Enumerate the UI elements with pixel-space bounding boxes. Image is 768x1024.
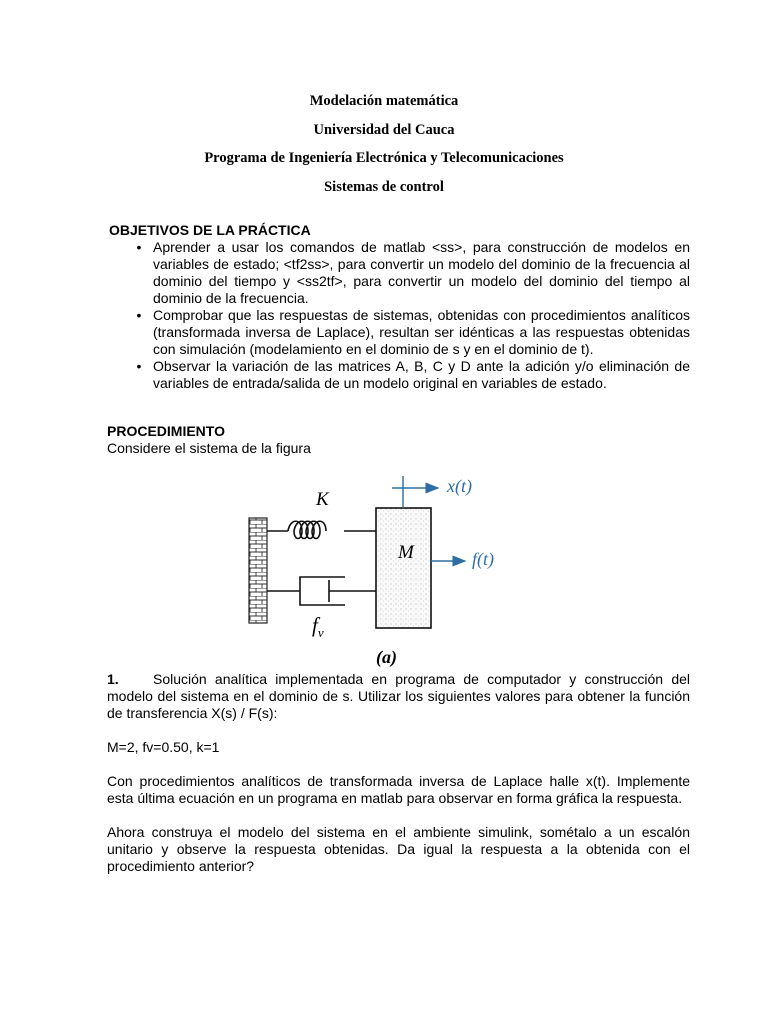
objectives-list [133, 239, 690, 392]
mass-spring-damper-figure [0, 468, 768, 673]
objective-item [133, 307, 690, 358]
mass-label: M [398, 542, 414, 563]
bullet-icon: • [136, 239, 142, 255]
objective-item [133, 358, 690, 392]
objective-item [133, 239, 690, 307]
title-university: Universidad del Cauca [313, 122, 455, 138]
damper-label: $f_v$ [312, 613, 324, 641]
force-label: f(t) [472, 549, 494, 569]
procedure-heading: PROCEDIMIENTO [107, 423, 225, 439]
bullet-icon: • [136, 358, 142, 374]
spring [267, 521, 376, 538]
position-label: x(t) [447, 476, 472, 496]
step1-number: 1. [107, 671, 119, 687]
procedure-intro: Considere el sistema de la figura [107, 440, 311, 456]
objective-text: Observar la variación de las matrices A, B, C y D ante la adición y/o eliminación de variables de entrada/salida de un modelo original en variables de estado. [153, 358, 690, 391]
objectives-heading: OBJETIVOS DE LA PRÁCTICA [109, 222, 311, 238]
figure-drawing [0, 468, 768, 673]
spring-label: K [316, 489, 329, 510]
title-subject: Sistemas de control [324, 179, 444, 195]
step1-para3: Ahora construya el modelo del sistema en el ambiente simulink, sométalo a un escalón unitario y observe la respuesta obtenidas. Da igual la respuesta a la obtenida con el procedimiento anterior? [107, 824, 690, 874]
title-course: Modelación matemática [309, 93, 459, 109]
damper [267, 577, 376, 605]
figure-caption: (a) [376, 647, 397, 667]
mass-block [376, 508, 431, 628]
objective-text: Aprender a usar los comandos de matlab <ss>, para construcción de modelos en variables de estado; <tf2ss>, para convertir un modelo del dominio de la frecuencia al dominio del tiempo y <ss2tf>, para convertir un modelo del dominio del tiempo al dominio de la frecuencia. [153, 239, 690, 306]
bullet-icon: • [136, 307, 142, 323]
title-program: Programa de Ingeniería Electrónica y Telecomunicaciones [204, 150, 564, 166]
wall [249, 518, 267, 623]
step1-paragraph [107, 671, 690, 722]
position-arrow [392, 476, 438, 508]
objective-text: Comprobar que las respuestas de sistemas, obtenidas con procedimientos analíticos (transformada inversa de Laplace), resultan ser idénticas a las respuestas obtenidas con simulación (modelamiento en el dominio de s y en el dominio de t). [153, 307, 690, 357]
step1-text: Solución analítica implementada en programa de computador y construcción del modelo del sistema en el dominio de s. Utilizar los siguientes valores para obtener la función de transferencia X(s) / F(s): [107, 671, 690, 721]
step1-values: M=2, fv=0.50, k=1 [107, 739, 220, 755]
step1-para2: Con procedimientos analíticos de transformada inversa de Laplace halle x(t). Implemente esta última ecuación en un programa en matlab para observar en forma gráfica la respuesta. [107, 773, 690, 806]
